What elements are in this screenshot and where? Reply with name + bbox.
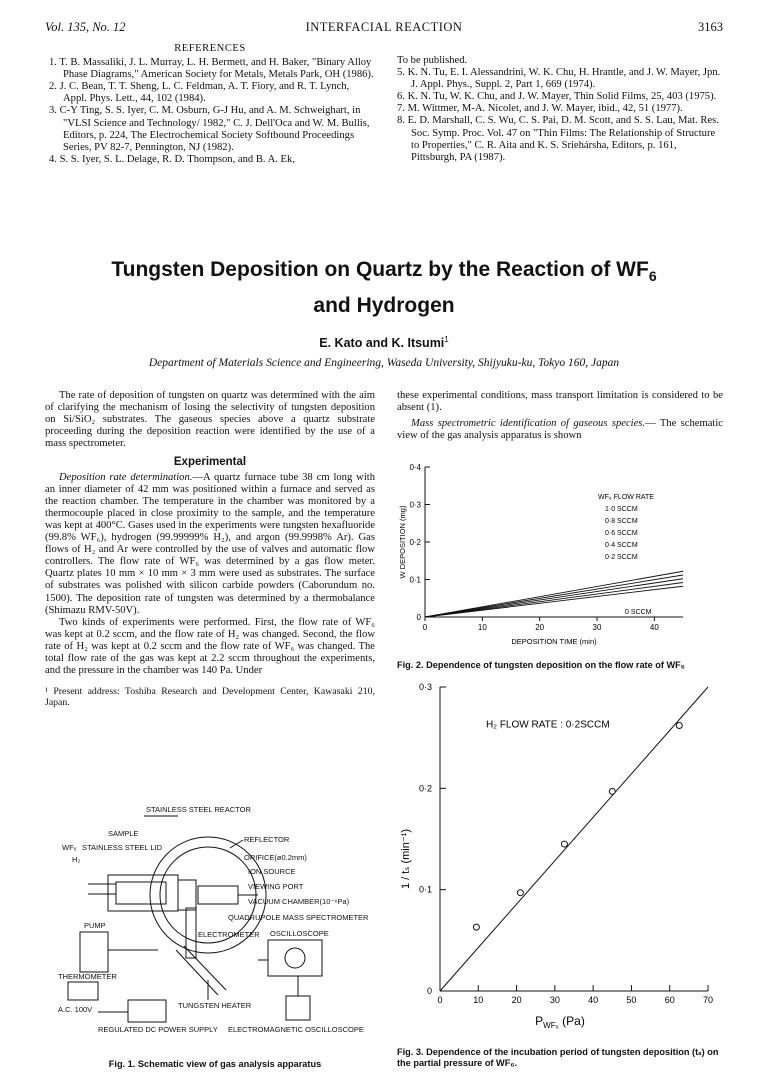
zero-series-label: 0 SCCM <box>625 609 652 616</box>
references-left <box>45 43 375 166</box>
right-column <box>397 390 723 442</box>
reference-4: 4. S. S. Iyer, S. L. Delage, R. D. Thompson, and B. A. Ek, <box>49 153 295 165</box>
reference-3: 3. C-Y Ting, S. S. Iyer, C. M. Osburn, G-J Hu, and A. M. Schweighart, in "VLSI Science and Technology/ 1982," C. J. Dell'Oca and W. M. Bullis, Editors, p. 224, The Electrochemical Society Softbound Proceedings Series, PV 82-7, Pennington, NJ (1982). <box>49 105 370 153</box>
section-heading-experimental: Experimental <box>173 456 247 469</box>
reference-4-cont: To be published. <box>397 55 468 66</box>
references-heading: REFERENCES <box>174 43 246 54</box>
references-right <box>393 55 723 164</box>
reference-5: 5. K. N. Tu, E. I. Alessandrini, W. K. Chu, H. Hrantle, and J. W. Mayer, Jpn. J. Appl. Phys., Suppl. 2, Part 1, 669 (1974). <box>397 67 721 91</box>
x-tick-label: 20 <box>535 623 545 632</box>
figure-1-caption: Fig. 1. Schematic view of gas analysis apparatus <box>108 1059 322 1069</box>
label-dc-supply: REGULATED DC POWER SUPPLY <box>98 1025 218 1034</box>
paragraph-experiments: Two kinds of experiments were performed. First, the flow rate of WF₆ was kept at 0.2 sccm, and the flow rate of H₂ was changed. Second, the flow rate of H₂ was kept at 0.2 sccm and the flow rate of WF₆ was changed. The total flow rate of the gas was kept at 2.2 sccm throughout the experiments, and the pressure in the chamber was 140 Pa. Under <box>45 616 375 677</box>
dc-supply-box <box>128 1000 166 1022</box>
legend-entry: 1·0 SCCM <box>605 506 638 513</box>
label-pump: PUMP <box>84 921 106 930</box>
left-column <box>45 390 375 708</box>
y-tick-label: 0·4 <box>409 463 421 472</box>
reactor-tube <box>108 875 178 911</box>
x-tick-label: 0 <box>437 995 443 1005</box>
label-tungsten-heater: TUNGSTEN HEATER <box>178 1001 252 1010</box>
label-ac: A.C. 100V <box>58 1005 93 1014</box>
data-point <box>676 723 682 729</box>
label-sample: SAMPLE <box>108 829 139 838</box>
page-number: 3163 <box>698 20 723 34</box>
volume-issue: Vol. 135, No. 12 <box>45 20 126 34</box>
reference-7: 7. M. Wittmer, M-A. Nicolet, and J. W. Mayer, ibid., 42, 51 (1977). <box>397 103 683 115</box>
x-tick-label: 10 <box>473 995 484 1005</box>
title-line-2: and Hydrogen <box>313 294 455 318</box>
author-names: E. Kato and K. Itsumi <box>319 336 445 351</box>
reference-6: 6. K. N. Tu, W. K. Chu, and J. W. Mayer, Thin Solid Films, 25, 403 (1975). <box>397 91 717 103</box>
authors <box>0 335 768 350</box>
y-tick-label: 0·3 <box>418 682 432 692</box>
x-axis-label: DEPOSITION TIME (min) <box>511 637 597 646</box>
label-vacuum-chamber: VACUUM CHAMBER(10⁻⁶Pa) <box>248 897 350 906</box>
y-tick-label: 0·2 <box>418 783 432 794</box>
footnote: ¹ Present address: Toshiba Research and Development Center, Kawasaki 210, Japan. <box>45 686 375 709</box>
pump-box <box>80 932 108 972</box>
label-em-oscilloscope: ELECTROMAGNETIC OSCILLOSCOPE <box>228 1025 364 1034</box>
label-stainless-lid: STAINLESS STEEL LID <box>82 843 163 852</box>
data-point <box>561 841 567 847</box>
article-title <box>60 255 708 321</box>
x-tick-label: 10 <box>477 623 487 632</box>
legend-entry: 0·8 SCCM <box>605 518 638 525</box>
y-tick-label: 0·1 <box>418 884 432 895</box>
author-footnote-mark: 1 <box>444 335 449 344</box>
paragraph-mass-spec: Mass spectrometric identification of gaseous species.— The schematic view of the gas analysis apparatus is shown <box>397 418 723 442</box>
legend-entry: 0·6 SCCM <box>605 530 638 537</box>
label-ion-source: ION SOURCE <box>248 867 296 876</box>
figure-1-schematic <box>58 800 388 1060</box>
label-reflector: REFLECTOR <box>244 835 290 844</box>
paragraph-lead-mass-spec: Mass spectrometric identification of gaseous species. <box>411 418 646 430</box>
y-tick-label: 0·2 <box>409 538 421 547</box>
x-tick-label: 50 <box>626 995 637 1005</box>
reference-2: 2. J. C. Bean, T. T. Sheng, L. C. Feldman, A. T. Fiory, and R. T. Lynch, Appl. Phys. Lett., 44, 102 (1984). <box>49 81 350 105</box>
label-h2: H₂ <box>72 855 81 864</box>
x-tick-label: 20 <box>511 995 522 1005</box>
x-axis-label: $P_{WF_6}$ (Pa) <box>535 1014 585 1030</box>
label-reactor: STAINLESS STEEL REACTOR <box>146 805 251 814</box>
paragraph-deposition-rate: Deposition rate determination.—A quartz furnace tube 38 cm long with an inner diameter of 42 mm was positioned within a furnace and served as the reaction chamber. The temperature in the chamber was monitored by a thermocouple placed in close proximity to the sample, and the temperature was kept at 400°C. Gases used in the experiments were tungsten hexafluoride (99.8% WF₆), hydrogen (99.99999% H₂), and argon (99.9998% Ar). Gas flows of H₂ and Ar were controlled by the use of valves and automatic flow controllers. The flow rate of WF₆ was determined by a gas flow meter. Quartz plates 10 mm × 10 mm × 3 mm were used as substrates. The surface of substrates was polished with silicon carbide powders (Caborundum no. 1500). The deposition rate of tungsten was determined by a thermobalance (Shimazu RMV-50V). <box>45 471 376 616</box>
x-tick-label: 40 <box>588 995 599 1005</box>
x-tick-label: 0 <box>422 623 428 632</box>
figure-2-chart <box>393 455 723 660</box>
legend-title: WF₆ FLOW RATE <box>598 494 654 501</box>
x-tick-label: 60 <box>664 995 675 1005</box>
y-tick-label: 0·3 <box>409 500 421 510</box>
legend-entry: 0·2 SCCM <box>605 554 638 561</box>
x-tick-label: 70 <box>702 995 714 1005</box>
sample-holder <box>116 882 166 904</box>
running-title: INTERFACIAL REACTION <box>305 20 463 34</box>
paragraph-continued: these experimental conditions, mass transport limitation is considered to be absent (1). <box>397 390 723 414</box>
y-tick-label: 0·1 <box>409 575 421 585</box>
figure-3-caption: Fig. 3. Dependence of the incubation period of tungsten deposition (tₛ) on the partial pressure of WF₆. <box>397 1047 719 1068</box>
label-viewing-port: VIEWING PORT <box>248 882 304 891</box>
x-tick-label: 30 <box>549 995 560 1005</box>
label-quadrupole: QUADRUPOLE MASS SPECTROMETER <box>228 913 369 922</box>
label-wf6: WF₆ <box>62 843 77 852</box>
reference-1: 1. T. B. Massaliki, J. L. Murray, L. H. Bermett, and H. Baker, "Binary Alloy Phase Diagrams," American Society for Metals, Metals Park, OH (1986). <box>49 57 374 81</box>
abstract: The rate of deposition of tungsten on quartz was determined with the aim of clarifying the mechanism of losing the selectivity of tungsten deposition on Si/SiO₂ substrates. The gaseous species above a quartz substrate proceeding during the deposition reaction were identified by the use of a mass spectrometer. <box>45 390 375 450</box>
reference-8: 8. E. D. Marshall, C. S. Wu, C. S. Pai, D. M. Scott, and S. S. Lau, Mat. Res. Soc. Symp. Proc. Vol. 47 on "Thin Films: The Relationship of Structure to Properties," C. R. Aita and K. S. Sriehársha, Editors, p. 161, Pittsburgh, PA (1987). <box>397 115 719 163</box>
label-orifice: ORIFICE(ø0.2mm) <box>244 853 307 862</box>
running-head <box>45 20 723 36</box>
oscilloscope-box <box>268 940 322 976</box>
y-tick-label: 0 <box>416 613 421 622</box>
data-point <box>609 788 615 794</box>
legend-entry: 0·4 SCCM <box>605 542 638 549</box>
label-electrometer: ELECTROMETER <box>198 930 260 939</box>
y-axis-label: 1 / tₛ (min⁻¹) <box>400 828 412 890</box>
paragraph-lead: Deposition rate determination. <box>59 471 193 483</box>
annotation: H₂ FLOW RATE : 0·2SCCM <box>485 719 610 731</box>
affiliation: Department of Materials Science and Engineering, Waseda University, Shijyuku-ku, Tokyo 160, Japan <box>148 357 620 369</box>
thermometer-box <box>68 982 98 1000</box>
label-thermometer: THERMOMETER <box>58 972 117 981</box>
label-oscilloscope: OSCILLOSCOPE <box>270 929 329 938</box>
x-tick-label: 30 <box>592 623 602 632</box>
em-oscilloscope-box <box>286 996 310 1020</box>
figure-2-caption: Fig. 2. Dependence of tungsten deposition on the flow rate of WF₆ <box>397 660 685 670</box>
title-subscript: 6 <box>648 268 657 285</box>
data-point <box>473 924 479 930</box>
y-tick-label: 0 <box>426 986 432 996</box>
figure-3-chart <box>393 675 723 1047</box>
y-axis-label: W DEPOSITION (mg) <box>398 505 407 579</box>
fit-line <box>440 687 708 991</box>
x-tick-label: 40 <box>649 623 659 632</box>
data-point <box>517 890 523 896</box>
title-line-1: Tungsten Deposition on Quartz by the Reaction of WF <box>111 258 649 281</box>
